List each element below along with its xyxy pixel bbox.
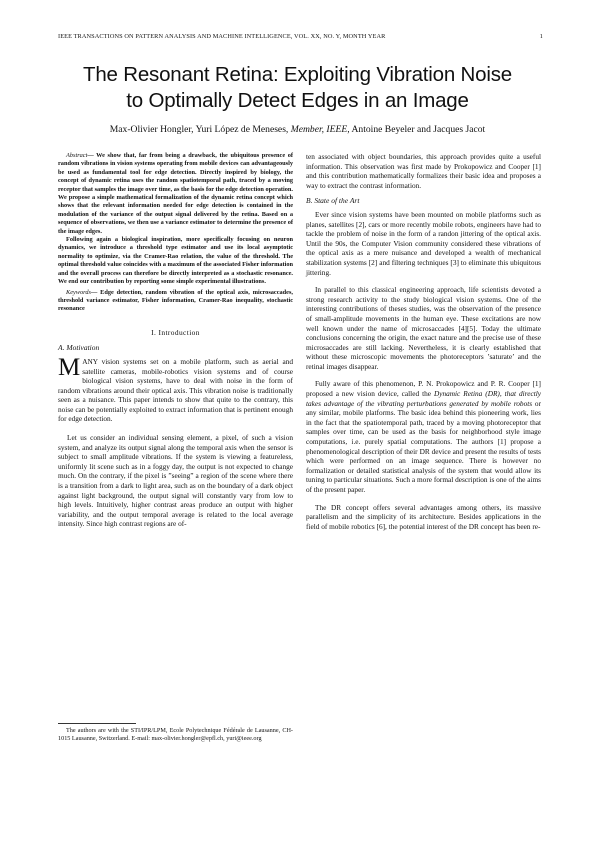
sota-paragraph-4: The DR concept offers several advantages among others, its massive parallelism and the simplicity of its architecture. Besides applications in the field of mobile robotics [6], the potential interest of the DR concept has been re- [306, 502, 541, 531]
authors-part-a: Max-Olivier Hongler, Yuri López de Meneses, [109, 124, 289, 135]
footnote-rule [58, 723, 136, 724]
sota-paragraph-3: Fully aware of this phenomenon, P. N. Prokopowicz and P. R. Cooper [1] proposed a new vision device, called the Dynamic Retina (DR), that directly takes advantage of the vibrating perturbations generated by mobile robots or any similar, mobile platforms. The basic idea behind this pioneering work, lies in the fact that the spatiotemporal path, traced by a moving photoreceptor that samples over time, can be used as the basis for neighborhood style image computations, i.e. purely spatial computations. The authors [1] propose a phenomenological description of their DR device and present the results of tests which were performed on an image sequence. There is however no formalization or detailed statistical analysis of the system that would allow its tuning to particular situations. Such a more formal description is one of the aims of the present paper. [306, 379, 542, 494]
intro-paragraph-2: Let us consider an individual sensing element, a pixel, of such a vision system, and analyze its output signal along the temporal axis when the sensor is subject to small amplitude vibrations. If the system is viewing a featureless, uniformly lit scene such as in a foggy day, the output is not expected to change much. On the contrary, if the pixel is ”seeing” a region of the scene where there is a transition from a dark to light area, such as on the boundary of a dark object against light background, the output signal will constantly vary from low to high levels. Intuitively, higher contrast areas produce an output with higher variability, and the output temporal average is related to the local average intensity. Since high contrast regions are of- [58, 433, 293, 529]
footnote-text: The authors are with the STI/IPR/LPM, Ecole Polytechnique Fédérale de Lausanne, CH-1015 Lausanne, Switzerland. E-mail: max-olivier.hongler@epfl.ch, yuri@ieee.org [58, 727, 293, 742]
sota-paragraph-2: In parallel to this classical engineering approach, life scientists devoted a strong research activity to the study biological vision systems. One of the interesting contributions of theses studies, was the observation of the presence of small-amplitude movements in the human eye. These excitations are now well known under the name of microsaccades [4][5]. Today the ultimate conclusions concerning the origin, the exact nature and the precise use of these microsaccades are still lacking. Nevertheless, it is clearly established that without these microscopic movements the photoreceptors ’saturate’ and the retinal images disappear. [306, 285, 541, 371]
running-header [58, 33, 543, 43]
authors-part-b: Antoine Beyeler and Jacques Jacot [351, 124, 486, 135]
title-line-1: The Resonant Retina: Exploiting Vibration Noise [83, 63, 512, 86]
keywords-lead: Keywords [66, 288, 91, 296]
keywords: Keywords— Edge detection, random vibration of the optical axis, microsaccades, threshold variance estimator, Fisher information, Cramer-Rao inequality, stochastic resonance [58, 288, 293, 313]
subsection-heading-state-of-art: B. State of the Art [306, 196, 360, 206]
sota-paragraph-1: Ever since vision systems have been mounted on mobile platforms such as planes, satellites [2], cars or more recently mobile robots, engineers have had to tackle the problem of noise in the form of a randon jittering of the optical axis. Until the 90s, the Computer Vision community considered these vibrations of the optical axis as a mere nuisance and developed a wealth of mechanical stabilization systems [2] and filtering techniques [3] to eliminate this ubiquitous jittering. [306, 209, 541, 277]
left-column [58, 152, 293, 537]
right-column [306, 152, 541, 539]
abstract [58, 152, 293, 287]
author-list [30, 124, 565, 135]
page-number: 1 [539, 33, 543, 40]
abstract-paragraph-1: Abstract— We show that, far from being a drawback, the ubiquitous presence of random vibrations in vision systems operating from mobile devices can advantageously be used as fundamental tool for edge detection. Directly inspired by biology, the concept of dynamic retina uses the random spatiotemporal path, traced by a moving receptor that samples the image over time, as the basis for the edge detection operation. We propose a simple mathematical formalization of the dynamic retina concept which shows that the relevant information needed for edge detection is contained in the modulation of the variance of the output signal delivered by the retina. Based on a sequence of observations, we then use a variance estimator to determine the presence of the image edges. [58, 152, 293, 235]
section-heading: I. Introduction [151, 327, 200, 337]
author-membership: Member, IEEE, [290, 124, 350, 135]
abstract-lead: Abstract [66, 152, 88, 159]
paper-title [40, 62, 555, 114]
dynamic-retina-emphasis: Dynamic Retina (DR), that directly takes advantage of the vibrating perturbations generated by mobile robots [306, 389, 541, 408]
journal-header: IEEE TRANSACTIONS ON PATTERN ANALYSIS AND MACHINE INTELLIGENCE, VOL. XX, NO. Y, MONTH YEAR [58, 33, 386, 40]
drop-cap: M [58, 353, 81, 381]
intro-paragraph-2-continued: ten associated with object boundaries, this approach provides quite a useful information. This observation was first made by Prokopowicz and Cooper [1] and this contribution mathematically formalizes their basic idea and proposes a way to extract the contrast information. [306, 152, 541, 190]
title-line-2: to Optimally Detect Edges in an Image [126, 89, 469, 112]
intro-paragraph-1: MANY vision systems set on a mobile platform, such as aerial and satellite cameras, mobile-robotics vision systems and of course biological vision systems, have to deal with noise in the form of random vibrations around their optical axis. This vibration noise is traditionally seen as a nuisance. This paper intends to show that quite to the contrary, this noise can be potentially exploited to extract information that is pertinent enough for edge detection. [58, 353, 293, 424]
abstract-paragraph-2: Following again a biological inspiration, more specifically focusing on neuron dynamics, we introduce a threshold type estimator and use its local asymptotic normality to optimize, via the Cramer-Rao relation, the value of the threshold. The optimal threshold value coincides with a maximum of the associated Fisher information and the overall process can therefore be directly interpreted as a stochastic resonance. We end our contribution by reporting some simple experimental illustrations. [58, 236, 293, 286]
footnote [58, 723, 293, 743]
subsection-heading-motivation: A. Motivation [58, 343, 100, 353]
